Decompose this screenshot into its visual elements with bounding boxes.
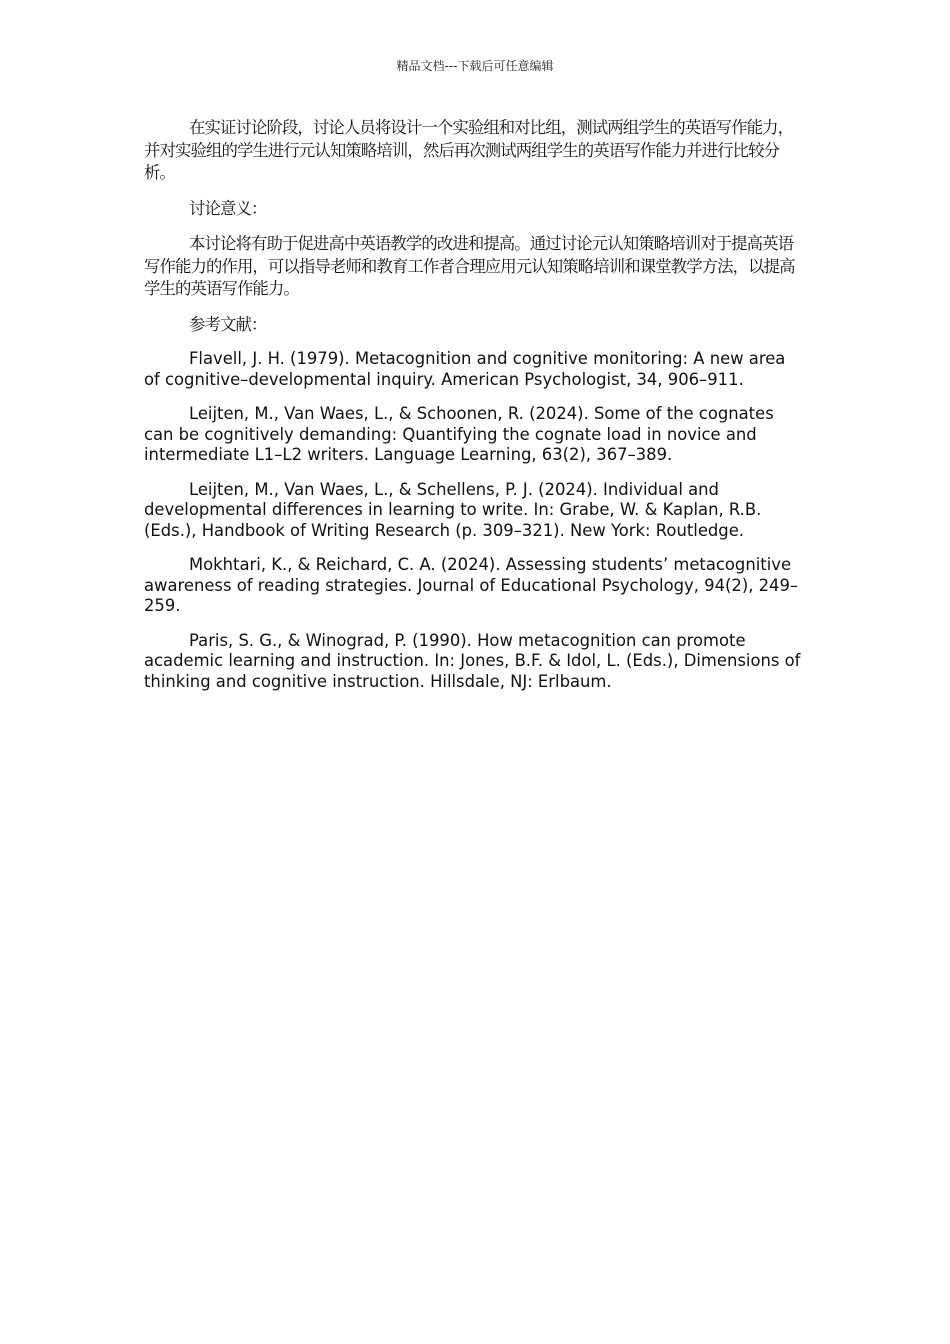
heading-references: 参考文献：	[189, 314, 267, 334]
paragraph-method: 在实证讨论阶段，讨论人员将设计一个实验组和对比组，测试两组学生的英语写作能力，并对实验组的学生进行元认知策略培训，然后再次测试两组学生的英语写作能力并进行比较分析。	[144, 118, 794, 182]
reference-item: Leijten, M., Van Waes, L., & Schoonen, R. (2024). Some of the cognates can be cognitively demanding: Quantifying the cognate load in novice and intermediate L1–L2 writers. Language Learning, 63(2), 367–389.	[144, 404, 774, 464]
reference-item: Leijten, M., Van Waes, L., & Schellens, P. J. (2024). Individual and developmental differences in learning to write. In: Grabe, W. & Kaplan, R.B. (Eds.), Handbook of Writing Research (p. 309–321). New York: Routledge.	[144, 479, 762, 540]
paragraph-significance: 本讨论将有助于促进高中英语教学的改进和提高。通过讨论元认知策略培训对于提高英语写作能力的作用，可以指导老师和教育工作者合理应用元认知策略培训和课堂教学方法，以提高学生的英语写作能力。	[144, 234, 795, 298]
reference-item: Flavell, J. H. (1979). Metacognition and cognitive monitoring: A new area of cognitive–developmental inquiry. American Psychologist, 34, 906–911.	[144, 349, 786, 389]
document-body	[144, 117, 806, 706]
reference-list	[144, 349, 806, 692]
heading-significance: 讨论意义：	[189, 198, 267, 218]
page-header: 精品文档---下载后可任意编辑	[396, 59, 554, 73]
reference-item: Paris, S. G., & Winograd, P. (1990). How metacognition can promote academic learning and instruction. In: Jones, B.F. & Idol, L. (Eds.), Dimensions of thinking and cognitive instruction. Hillsdale, NJ: Erlbaum.	[144, 630, 801, 691]
reference-item: Mokhtari, K., & Reichard, C. A. (2024). Assessing students’ metacognitive awareness of reading strategies. Journal of Educational Psychology, 94(2), 249–259.	[144, 555, 799, 615]
